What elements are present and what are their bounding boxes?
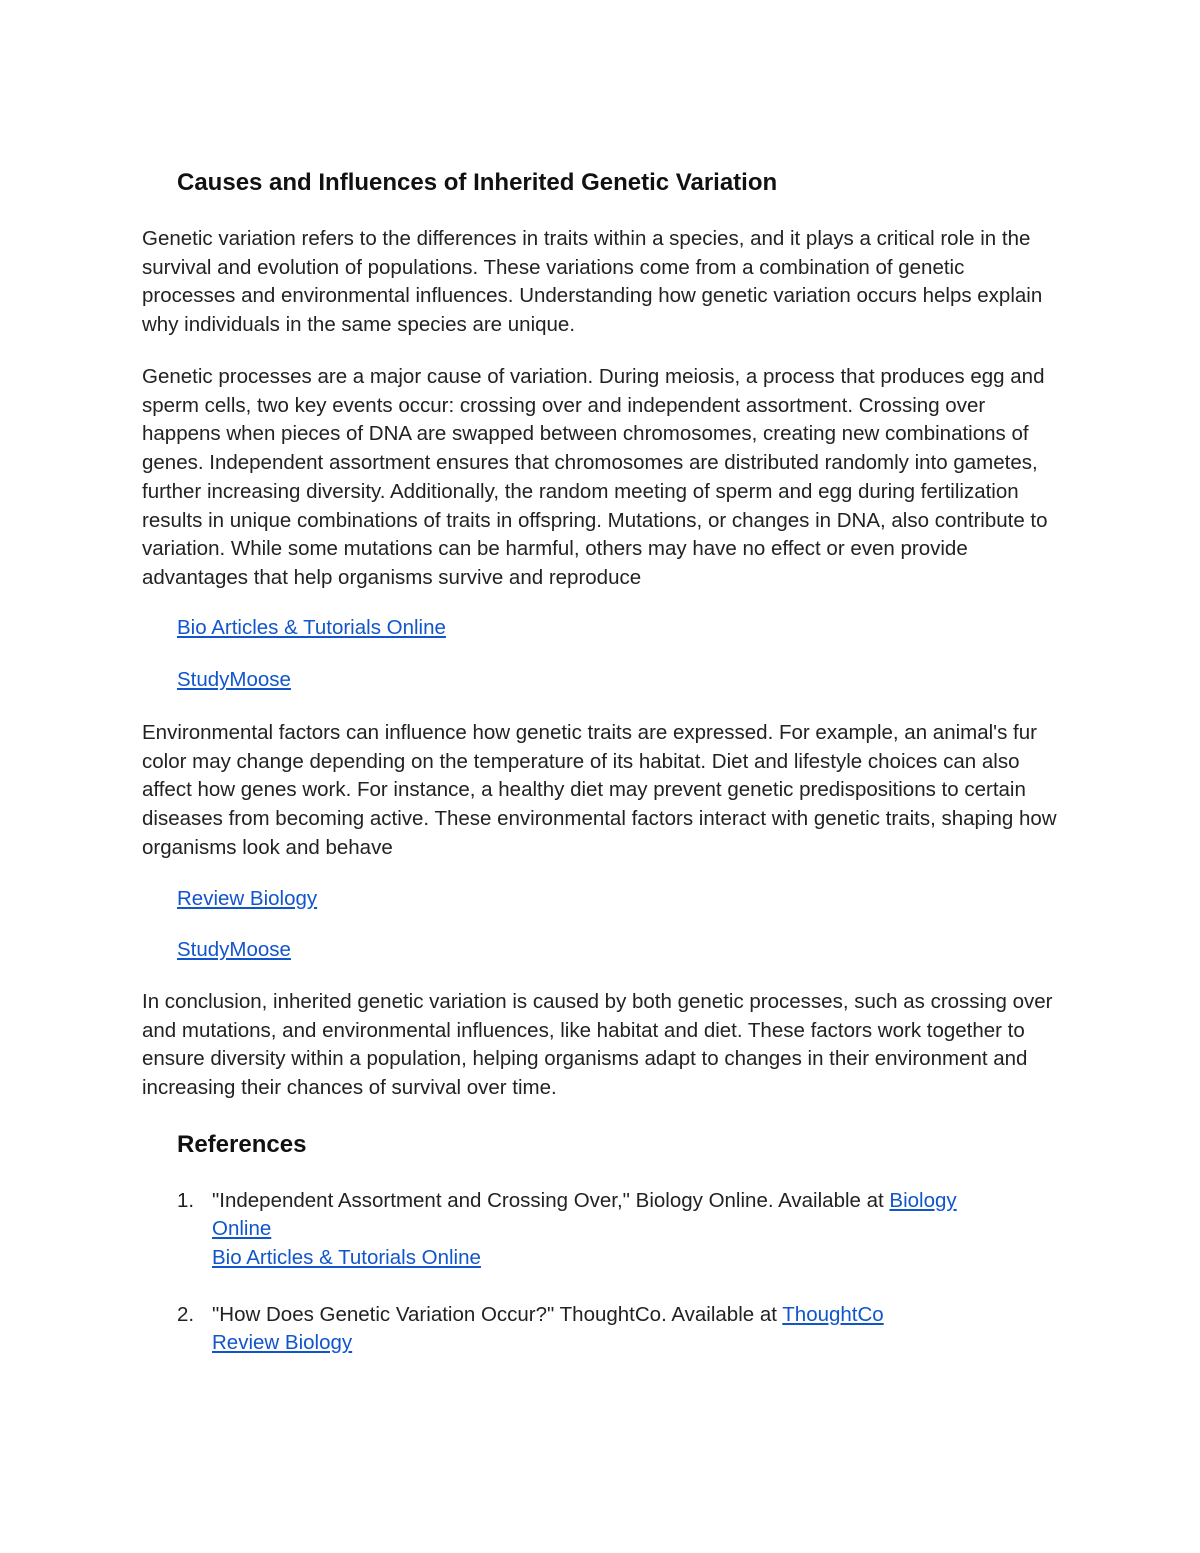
link-bio-articles[interactable]: Bio Articles & Tutorials Online [177, 616, 446, 639]
reference-link-bio-articles[interactable]: Bio Articles & Tutorials Online [212, 1245, 481, 1269]
paragraph-genetic-processes: Genetic processes are a major cause of variation. During meiosis, a process that produces egg and sperm cells, two key events occur: crossing over and independent assortment. Crossing over happens when pieces of DNA are swapped between chromosomes, creating new combinations of genes. Independent assortment ensures that chromosomes are distributed randomly into gametes, further increasing diversity. Additionally, the random meeting of sperm and egg during fertilization results in unique combinations of traits in offspring. Mutations, or changes in DNA, also contribute to variation. While some mutations can be harmful, others may have no effect or even provide advantages that help organisms survive and reproduce [142, 365, 1048, 589]
reference-number: 2. [177, 1303, 195, 1326]
reference-line [212, 1187, 1032, 1215]
reference-line [212, 1301, 1032, 1329]
reference-number: 1. [177, 1189, 195, 1212]
paragraph-intro: Genetic variation refers to the differences in traits within a species, and it plays a critical role in the survival and evolution of populations. These variations come from a combination of genetic processes and environmental influences. Understanding how genetic variation occurs helps explain why individuals in the same species are unique. [142, 227, 1043, 337]
reference-link-biology-online-cont[interactable]: Online [212, 1217, 272, 1241]
reference-line [212, 1215, 1032, 1243]
link-studymoose-2[interactable]: StudyMoose [177, 938, 291, 961]
reference-link-review-biology[interactable]: Review Biology [212, 1331, 353, 1355]
reference-link-biology-online[interactable]: Biology [889, 1189, 957, 1212]
reference-text: "Independent Assortment and Crossing Over," Biology Online. Available at [212, 1189, 890, 1212]
reference-body [212, 1187, 1032, 1272]
references-heading: References [177, 1131, 307, 1158]
paragraph-environmental-factors: Environmental factors can influence how genetic traits are expressed. For example, an animal's fur color may change depending on the temperature of its habitat. Diet and lifestyle choices can also affect how genes work. For instance, a healthy diet may prevent genetic predispositions to certain diseases from becoming active. These environmental factors interact with genetic traits, shaping how organisms look and behave [142, 721, 1057, 859]
paragraph-conclusion: In conclusion, inherited genetic variation is caused by both genetic processes, such as crossing over and mutations, and environmental influences, like habitat and diet. These factors work together to ensure diversity within a population, helping organisms adapt to changes in their environment and increasing their chances of survival over time. [142, 990, 1053, 1100]
reference-body [212, 1301, 1032, 1358]
reference-text: "How Does Genetic Variation Occur?" ThoughtCo. Available at [212, 1303, 783, 1326]
reference-link-thoughtco[interactable]: ThoughtCo [782, 1303, 884, 1326]
link-review-biology[interactable]: Review Biology [177, 887, 318, 910]
link-studymoose-1[interactable]: StudyMoose [177, 668, 291, 691]
reference-line [212, 1244, 1032, 1272]
document-title: Causes and Influences of Inherited Genetic Variation [177, 169, 778, 196]
reference-line [212, 1329, 1032, 1357]
